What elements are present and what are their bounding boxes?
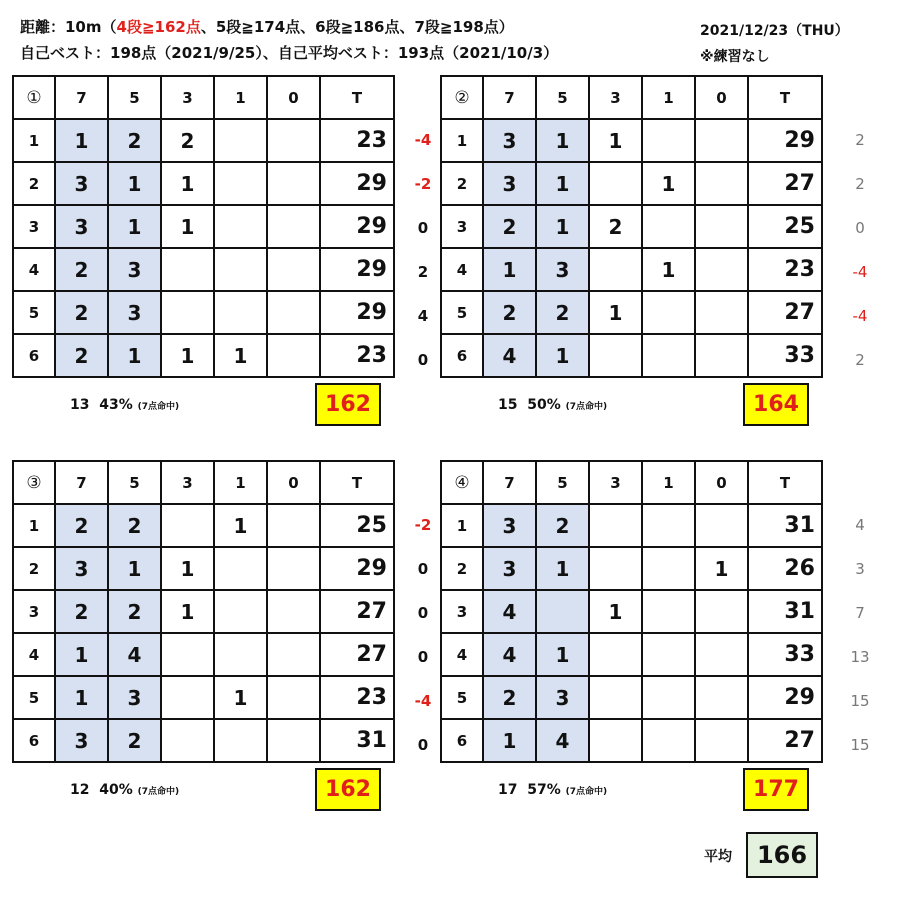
count-cell: 3 (108, 248, 161, 291)
count-cell (161, 504, 214, 547)
count-cell: 2 (108, 119, 161, 162)
count-cell: 1 (161, 205, 214, 248)
end-difference: 4 (417, 307, 429, 325)
count-cell: 2 (55, 334, 108, 377)
count-cell: 3 (483, 547, 536, 590)
count-cell: 1 (483, 719, 536, 762)
count-cell (267, 547, 320, 590)
count-cell (589, 633, 642, 676)
count-cell: 1 (589, 590, 642, 633)
end-difference: 2 (417, 263, 429, 281)
round-label: ① (13, 76, 55, 119)
table-row (441, 547, 822, 590)
end-number: 5 (13, 291, 55, 334)
count-cell (214, 719, 267, 762)
count-cell (267, 633, 320, 676)
count-cell (642, 719, 695, 762)
count-cell: 3 (55, 719, 108, 762)
cumulative-difference: 7 (855, 604, 865, 622)
count-cell: 4 (536, 719, 589, 762)
hit-stats (498, 397, 607, 413)
end-total: 29 (320, 547, 394, 590)
count-cell: 1 (108, 334, 161, 377)
count-cell (161, 248, 214, 291)
column-header: 0 (267, 461, 320, 504)
count-cell (642, 547, 695, 590)
column-header: 7 (55, 76, 108, 119)
average-label: 平均 (704, 849, 732, 865)
count-cell (267, 590, 320, 633)
count-cell: 3 (483, 504, 536, 547)
count-cell (589, 504, 642, 547)
count-cell (695, 248, 748, 291)
count-cell (214, 119, 267, 162)
table-row (441, 633, 822, 676)
count-cell: 1 (161, 590, 214, 633)
count-cell (642, 334, 695, 377)
count-cell (267, 291, 320, 334)
target-standard: 4段≧162点 (116, 18, 201, 36)
table-row (13, 162, 394, 205)
cumulative-difference: 13 (850, 648, 870, 666)
round-total: 177 (743, 768, 809, 811)
end-total: 23 (320, 119, 394, 162)
hit-percent: 40% (99, 782, 133, 798)
count-cell: 3 (55, 205, 108, 248)
table-row (13, 205, 394, 248)
column-header: 0 (267, 76, 320, 119)
count-cell: 1 (161, 547, 214, 590)
table-row (13, 248, 394, 291)
count-cell (695, 504, 748, 547)
column-header: 5 (108, 461, 161, 504)
end-number: 3 (13, 590, 55, 633)
count-cell: 1 (589, 119, 642, 162)
end-number: 5 (441, 676, 483, 719)
count-cell (214, 291, 267, 334)
end-number: 2 (13, 547, 55, 590)
round-label: ③ (13, 461, 55, 504)
count-cell: 1 (214, 334, 267, 377)
end-number: 6 (441, 334, 483, 377)
end-number: 4 (13, 633, 55, 676)
cumulative-difference: 0 (855, 219, 865, 237)
count-cell: 1 (642, 162, 695, 205)
scorecard-round-1 (12, 75, 395, 378)
hit-stats (70, 397, 179, 413)
count-cell (589, 162, 642, 205)
count-cell: 2 (483, 205, 536, 248)
count-cell: 1 (536, 334, 589, 377)
average-value: 166 (746, 832, 818, 878)
end-number: 3 (441, 590, 483, 633)
end-number: 1 (441, 119, 483, 162)
end-total: 23 (320, 334, 394, 377)
hit-percent: 57% (527, 782, 561, 798)
column-header: 0 (695, 461, 748, 504)
count-cell (267, 504, 320, 547)
column-header: 5 (536, 76, 589, 119)
round-total: 162 (315, 383, 381, 426)
end-difference: -4 (414, 692, 432, 710)
table-row (441, 119, 822, 162)
end-number: 6 (13, 334, 55, 377)
end-total: 33 (748, 334, 822, 377)
count-cell: 3 (108, 291, 161, 334)
table-row (13, 676, 394, 719)
count-cell: 3 (55, 547, 108, 590)
column-header: 3 (589, 76, 642, 119)
round-label: ④ (441, 461, 483, 504)
column-header: T (320, 461, 394, 504)
table-row (441, 504, 822, 547)
count-cell (642, 119, 695, 162)
table-row (441, 162, 822, 205)
count-cell (642, 676, 695, 719)
count-cell (161, 676, 214, 719)
column-header: 7 (55, 461, 108, 504)
end-total: 29 (320, 248, 394, 291)
cumulative-difference: -4 (852, 307, 868, 325)
count-cell: 3 (536, 676, 589, 719)
count-cell (589, 334, 642, 377)
end-number: 1 (13, 504, 55, 547)
table-row (441, 590, 822, 633)
column-header: T (320, 76, 394, 119)
count-cell: 1 (695, 547, 748, 590)
end-total: 29 (320, 205, 394, 248)
end-difference: -4 (414, 131, 432, 149)
count-cell (642, 633, 695, 676)
end-total: 31 (748, 590, 822, 633)
column-header: 5 (108, 76, 161, 119)
count-cell (267, 162, 320, 205)
table-row (13, 633, 394, 676)
count-cell: 4 (483, 633, 536, 676)
hit-count: 17 (498, 782, 518, 798)
table-row (441, 291, 822, 334)
count-cell: 1 (536, 205, 589, 248)
end-number: 4 (13, 248, 55, 291)
end-total: 33 (748, 633, 822, 676)
count-cell (589, 719, 642, 762)
column-header: 0 (695, 76, 748, 119)
count-cell (589, 676, 642, 719)
end-difference: -2 (414, 516, 432, 534)
count-cell: 3 (536, 248, 589, 291)
end-difference: 0 (417, 648, 429, 666)
end-number: 3 (13, 205, 55, 248)
end-total: 29 (748, 676, 822, 719)
count-cell: 1 (483, 248, 536, 291)
session-date: 2021/12/23（THU） (700, 23, 849, 39)
end-difference: 0 (417, 560, 429, 578)
table-row (441, 248, 822, 291)
end-total: 27 (748, 719, 822, 762)
count-cell: 2 (589, 205, 642, 248)
hit-count: 15 (498, 397, 518, 413)
count-cell: 3 (483, 119, 536, 162)
personal-best: 自己ベスト：198点（2021/9/25）、自己平均ベスト：193点（2021/10/3） (20, 44, 559, 62)
end-number: 1 (13, 119, 55, 162)
hit-percent: 43% (99, 397, 133, 413)
count-cell (695, 291, 748, 334)
count-cell (214, 248, 267, 291)
count-cell: 2 (55, 291, 108, 334)
count-cell (214, 590, 267, 633)
count-cell: 3 (108, 676, 161, 719)
column-header: 3 (161, 461, 214, 504)
cumulative-difference: 4 (855, 516, 865, 534)
end-total: 27 (320, 633, 394, 676)
count-cell (267, 205, 320, 248)
round-total: 162 (315, 768, 381, 811)
end-number: 6 (441, 719, 483, 762)
scorecard-round-4 (440, 460, 823, 763)
count-cell: 2 (161, 119, 214, 162)
end-total: 27 (748, 291, 822, 334)
count-cell: 1 (108, 547, 161, 590)
end-number: 2 (441, 547, 483, 590)
count-cell: 1 (161, 334, 214, 377)
column-header: T (748, 461, 822, 504)
count-cell (695, 119, 748, 162)
end-number: 1 (441, 504, 483, 547)
count-cell (267, 719, 320, 762)
practice-note: ※練習なし (700, 49, 770, 65)
count-cell (695, 676, 748, 719)
count-cell (536, 590, 589, 633)
end-number: 2 (13, 162, 55, 205)
count-cell: 1 (536, 547, 589, 590)
count-cell (161, 633, 214, 676)
end-total: 23 (748, 248, 822, 291)
count-cell: 1 (589, 291, 642, 334)
count-cell (267, 119, 320, 162)
count-cell: 1 (108, 205, 161, 248)
end-total: 27 (320, 590, 394, 633)
table-row (13, 291, 394, 334)
count-cell: 1 (55, 676, 108, 719)
count-cell: 2 (55, 590, 108, 633)
count-cell: 1 (214, 504, 267, 547)
count-cell (267, 334, 320, 377)
end-difference: -2 (414, 175, 432, 193)
table-row (13, 547, 394, 590)
end-number: 6 (13, 719, 55, 762)
table-row (441, 334, 822, 377)
distance-prefix: 距離：10m（ (20, 18, 117, 36)
cumulative-difference: 2 (855, 175, 865, 193)
hit-note: (7点命中) (137, 402, 180, 412)
cumulative-difference: 3 (855, 560, 865, 578)
end-total: 26 (748, 547, 822, 590)
end-total: 29 (320, 291, 394, 334)
count-cell (267, 676, 320, 719)
table-row (13, 334, 394, 377)
column-header: T (748, 76, 822, 119)
count-cell (642, 205, 695, 248)
column-header: 1 (214, 76, 267, 119)
count-cell: 1 (108, 162, 161, 205)
end-total: 31 (320, 719, 394, 762)
end-total: 27 (748, 162, 822, 205)
table-row (13, 504, 394, 547)
count-cell (214, 205, 267, 248)
end-total: 29 (320, 162, 394, 205)
count-cell (642, 590, 695, 633)
count-cell (267, 248, 320, 291)
hit-count: 13 (70, 397, 90, 413)
count-cell: 1 (161, 162, 214, 205)
hit-stats (498, 782, 607, 798)
end-total: 31 (748, 504, 822, 547)
cumulative-difference: 15 (850, 736, 870, 754)
count-cell: 3 (483, 162, 536, 205)
end-number: 4 (441, 248, 483, 291)
cumulative-difference: 2 (855, 351, 865, 369)
column-header: 1 (214, 461, 267, 504)
count-cell (214, 162, 267, 205)
end-difference: 0 (417, 736, 429, 754)
count-cell (695, 205, 748, 248)
count-cell: 2 (108, 504, 161, 547)
column-header: 3 (589, 461, 642, 504)
column-header: 3 (161, 76, 214, 119)
count-cell (214, 547, 267, 590)
column-header: 7 (483, 461, 536, 504)
table-row (441, 676, 822, 719)
end-number: 3 (441, 205, 483, 248)
count-cell: 2 (55, 504, 108, 547)
hit-percent: 50% (527, 397, 561, 413)
count-cell: 2 (536, 291, 589, 334)
end-total: 25 (748, 205, 822, 248)
cumulative-difference: 15 (850, 692, 870, 710)
count-cell: 2 (483, 291, 536, 334)
end-number: 5 (441, 291, 483, 334)
count-cell: 2 (108, 719, 161, 762)
count-cell: 1 (536, 633, 589, 676)
hit-note: (7点命中) (565, 787, 608, 797)
end-difference: 0 (417, 604, 429, 622)
table-row (13, 719, 394, 762)
count-cell: 2 (536, 504, 589, 547)
count-cell: 2 (108, 590, 161, 633)
count-cell: 2 (55, 248, 108, 291)
end-total: 25 (320, 504, 394, 547)
count-cell (589, 248, 642, 291)
count-cell: 4 (483, 590, 536, 633)
distance-standards (20, 16, 514, 37)
count-cell: 2 (483, 676, 536, 719)
end-total: 23 (320, 676, 394, 719)
table-row (441, 719, 822, 762)
end-number: 5 (13, 676, 55, 719)
hit-note: (7点命中) (137, 787, 180, 797)
column-header: 7 (483, 76, 536, 119)
count-cell (642, 504, 695, 547)
table-row (441, 205, 822, 248)
column-header: 1 (642, 461, 695, 504)
round-label: ② (441, 76, 483, 119)
end-difference: 0 (417, 219, 429, 237)
count-cell: 1 (642, 248, 695, 291)
count-cell: 1 (55, 633, 108, 676)
hit-note: (7点命中) (565, 402, 608, 412)
count-cell (161, 719, 214, 762)
count-cell: 4 (108, 633, 161, 676)
cumulative-difference: 2 (855, 131, 865, 149)
count-cell (695, 162, 748, 205)
count-cell: 1 (536, 119, 589, 162)
end-number: 4 (441, 633, 483, 676)
count-cell: 1 (55, 119, 108, 162)
count-cell (695, 590, 748, 633)
count-cell (695, 719, 748, 762)
count-cell: 3 (55, 162, 108, 205)
cumulative-difference: -4 (852, 263, 868, 281)
count-cell: 4 (483, 334, 536, 377)
scorecard-round-2 (440, 75, 823, 378)
distance-suffix: 、5段≧174点、6段≧186点、7段≧198点） (200, 18, 514, 36)
round-total: 164 (743, 383, 809, 426)
end-difference: 0 (417, 351, 429, 369)
count-cell (161, 291, 214, 334)
column-header: 5 (536, 461, 589, 504)
end-total: 29 (748, 119, 822, 162)
hit-stats (70, 782, 179, 798)
column-header: 1 (642, 76, 695, 119)
table-row (13, 119, 394, 162)
count-cell (695, 334, 748, 377)
hit-count: 12 (70, 782, 90, 798)
count-cell (642, 291, 695, 334)
table-row (13, 590, 394, 633)
count-cell: 1 (214, 676, 267, 719)
end-number: 2 (441, 162, 483, 205)
count-cell (214, 633, 267, 676)
count-cell: 1 (536, 162, 589, 205)
scorecard-round-3 (12, 460, 395, 763)
count-cell (589, 547, 642, 590)
count-cell (695, 633, 748, 676)
